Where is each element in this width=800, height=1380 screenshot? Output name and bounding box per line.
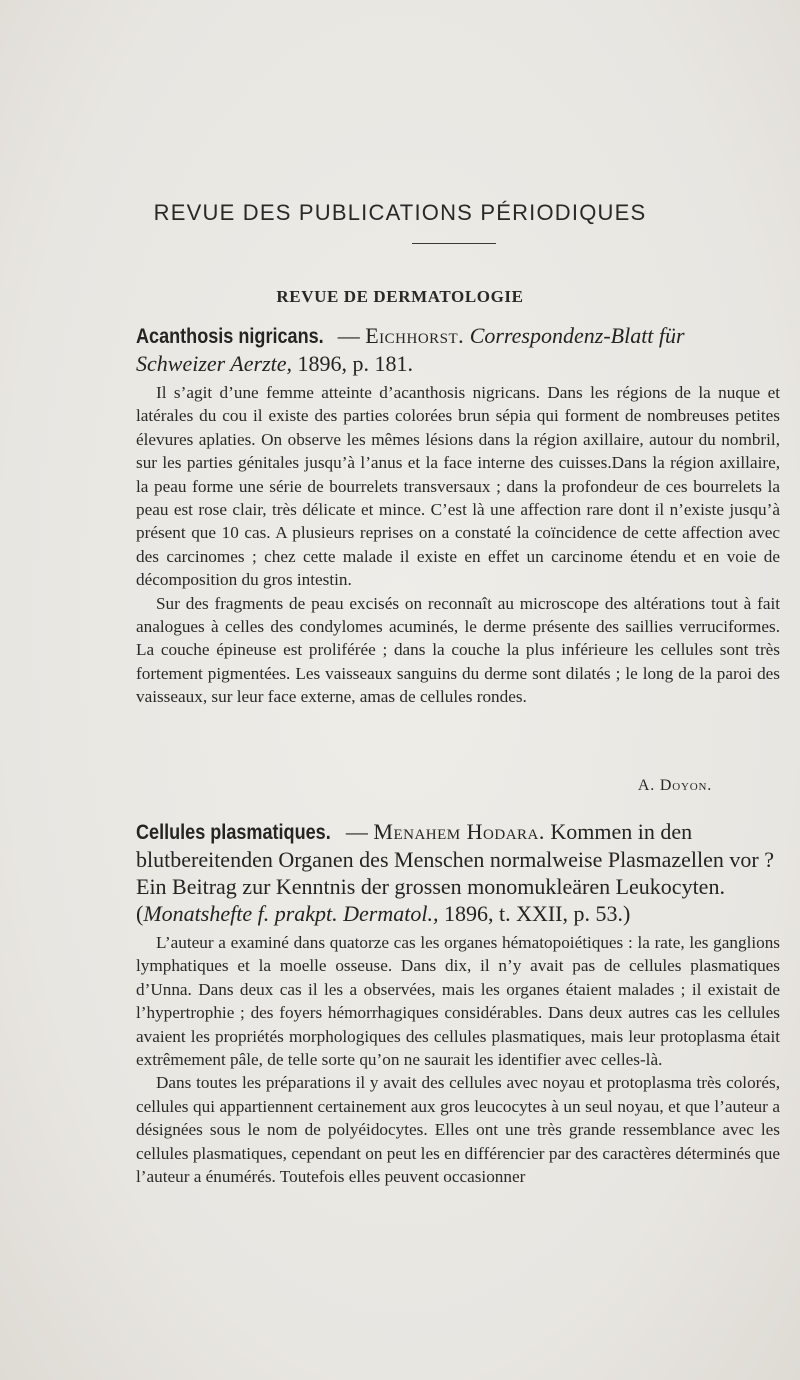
article-2-heading	[136, 818, 776, 927]
article-2-paragraph: L’auteur a examiné dans quatorze cas les organes hématopoiétiques : la rate, les ganglions lymphatiques et la moelle osseuse. Dans dix, il n’y avait pas de cellules plasmatiques d’Unna. Dans deux cas il les a observées, mais les organes étaient malades ; il existait de l’hypertrophie ; des foyers hémorrhagiques considérables. Dans deux autres cas les cellules avaient les propriétés morphologiques des cellules plasmatiques, mais leur protoplasma était extrêmement pâle, de telle sorte qu’on ne saurait les identifier avec celles-là.	[136, 933, 780, 1070]
title-rule	[412, 243, 496, 244]
article-2-ref-open: (	[136, 901, 144, 926]
article-2-author: Menahem Hodara.	[373, 819, 545, 844]
article-2-paragraph: Dans toutes les préparations il y avait des cellules avec noyau et protoplasma très colorés, cellules qui appartiennent certainement aux gros leucocytes à un seul noyau, et que l’auteur a désignées sous le nom de polyéidocytes. Elles ont une très grande ressemblance avec les cellules plasmatiques, cependant on peut les en différencier par des caractères déterminés que l’auteur a énumérés. Toutefois elles peuvent occasionner	[136, 1073, 780, 1187]
article-2-title: Kommen in den blutbereitenden Organen des Menschen normalweise Plasmazellen vor ? Ein Beitrag zur Kenntnis der grossen monomukleären Leukocyten.	[136, 819, 774, 899]
article-1-signature: A. Doyon.	[637, 777, 712, 794]
article-1-dash: —	[332, 323, 366, 348]
article-2-ref-journal: Monatshefte f. prakpt. Dermatol.,	[143, 901, 439, 926]
section-title: REVUE DE DERMATOLOGIE	[276, 287, 524, 306]
article-1-body	[136, 381, 780, 709]
article-1-paragraph: Sur des fragments de peau excisés on reconnaît au microscope des altérations tout à fait analogues à celles des condylomes acuminés, le derme présente des saillies verruciformes. La couche épineuse est proliférée ; dans la couche la plus inférieure les cellules sont très fortement pigmentées. Les vaisseaux sanguins du derme sont dilatés ; le long de la paroi des vaisseaux, sur leur face externe, amas de cellules rondes.	[136, 593, 780, 707]
article-2-keyword: Cellules plasmatiques.	[136, 821, 331, 844]
article-1-author: Eichhorst.	[365, 323, 465, 348]
article-1-heading	[136, 322, 776, 377]
article-1-ref-title: Correspondenz-Blatt für Schweizer Aerzte,	[136, 323, 685, 376]
article-1-ref-rest: 1896, p. 181.	[292, 351, 414, 376]
article-2-body	[136, 931, 780, 1188]
article-2-dash: —	[340, 819, 374, 844]
article-1-paragraph: Il s’agit d’une femme atteinte d’acanthosis nigricans. Dans les régions de la nuque et latérales du cou il existe des parties colorées brun sépia qui forment de nombreuses petites élevures aplaties. On observe les mêmes lésions dans la région axillaire, autour du nombril, sur les parties génitales jusqu’à l’anus et la face interne des cuisses.Dans la région axillaire, la peau forme une série de bourrelets transversaux ; dans la profondeur de ces bourrelets la peau est rose clair, très délicate et mince. C’est là une affection rare dont il n’existe jusqu’à présent que 10 cas. A plusieurs reprises on a constaté la coïncidence de cette affection avec des carcinomes ; chez cette malade il existe en effet un carcinome étendu et en voie de décomposition du gros intestin.	[136, 383, 780, 590]
article-1-keyword: Acanthosis nigricans.	[136, 325, 324, 348]
running-head: REVUE DES PUBLICATIONS PÉRIODIQUES	[153, 200, 647, 225]
article-2-ref-rest: 1896, t. XXII, p. 53.)	[438, 901, 631, 926]
